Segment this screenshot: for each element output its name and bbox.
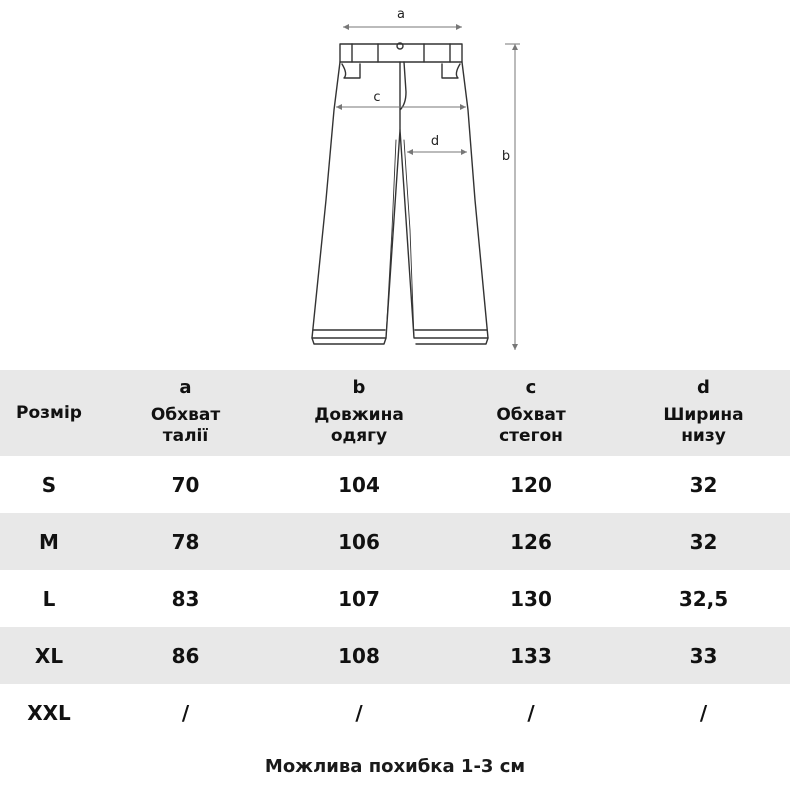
table-row-m	[0, 513, 790, 570]
column-header-a	[98, 376, 273, 448]
value-cell-d: 33	[689, 643, 718, 668]
column-header-b	[273, 376, 445, 448]
column-name: Ширина низу	[663, 404, 744, 446]
value-cell-c: 130	[510, 586, 552, 611]
column-header-d	[617, 376, 790, 448]
value-cell-b: 104	[338, 472, 380, 497]
table-header-row	[0, 370, 790, 456]
column-name: Обхват талії	[150, 404, 221, 446]
value-cell-d: 32	[689, 472, 718, 497]
column-letter: d	[697, 376, 710, 398]
value-cell-d: 32,5	[678, 586, 729, 611]
dim-label-b: b	[501, 149, 511, 164]
value-cell-c: 120	[510, 472, 552, 497]
size-column-header: Розмір	[16, 402, 82, 423]
size-cell: S	[41, 472, 57, 497]
value-cell-a: 83	[171, 586, 200, 611]
dim-label-c: c	[373, 90, 381, 105]
size-cell: XXL	[27, 700, 71, 725]
table-row-xxl	[0, 684, 790, 741]
pants-diagram	[0, 0, 790, 370]
table-row-l	[0, 570, 790, 627]
size-cell: L	[42, 586, 56, 611]
column-name: Обхват стегон	[496, 404, 566, 446]
value-cell-d: 32	[689, 529, 718, 554]
value-cell-d: /	[699, 700, 708, 725]
value-cell-b: 108	[338, 643, 380, 668]
pants-illustration	[0, 0, 790, 370]
value-cell-c: 133	[510, 643, 552, 668]
value-cell-a: 70	[171, 472, 200, 497]
column-name: Довжина одягу	[314, 404, 404, 446]
size-cell: XL	[34, 643, 64, 668]
value-cell-b: 106	[338, 529, 380, 554]
column-letter: b	[352, 376, 366, 398]
value-cell-a: 86	[171, 643, 200, 668]
column-header-c	[445, 376, 617, 448]
waistband-outline	[340, 44, 462, 62]
value-cell-b: /	[355, 700, 363, 725]
dim-label-a: a	[397, 7, 405, 22]
dim-label-d: d	[430, 134, 440, 149]
value-cell-b: 107	[338, 586, 380, 611]
size-table	[0, 370, 790, 741]
column-letter: c	[525, 376, 537, 398]
value-cell-a: 78	[171, 529, 200, 554]
table-row-s	[0, 456, 790, 513]
value-cell-c: /	[527, 700, 535, 725]
measurement-error-note: Можлива похибка 1-3 см	[264, 756, 526, 777]
column-letter: a	[179, 376, 192, 398]
size-cell: M	[39, 529, 59, 554]
value-cell-c: 126	[510, 529, 552, 554]
value-cell-a: /	[181, 700, 190, 725]
table-row-xl	[0, 627, 790, 684]
